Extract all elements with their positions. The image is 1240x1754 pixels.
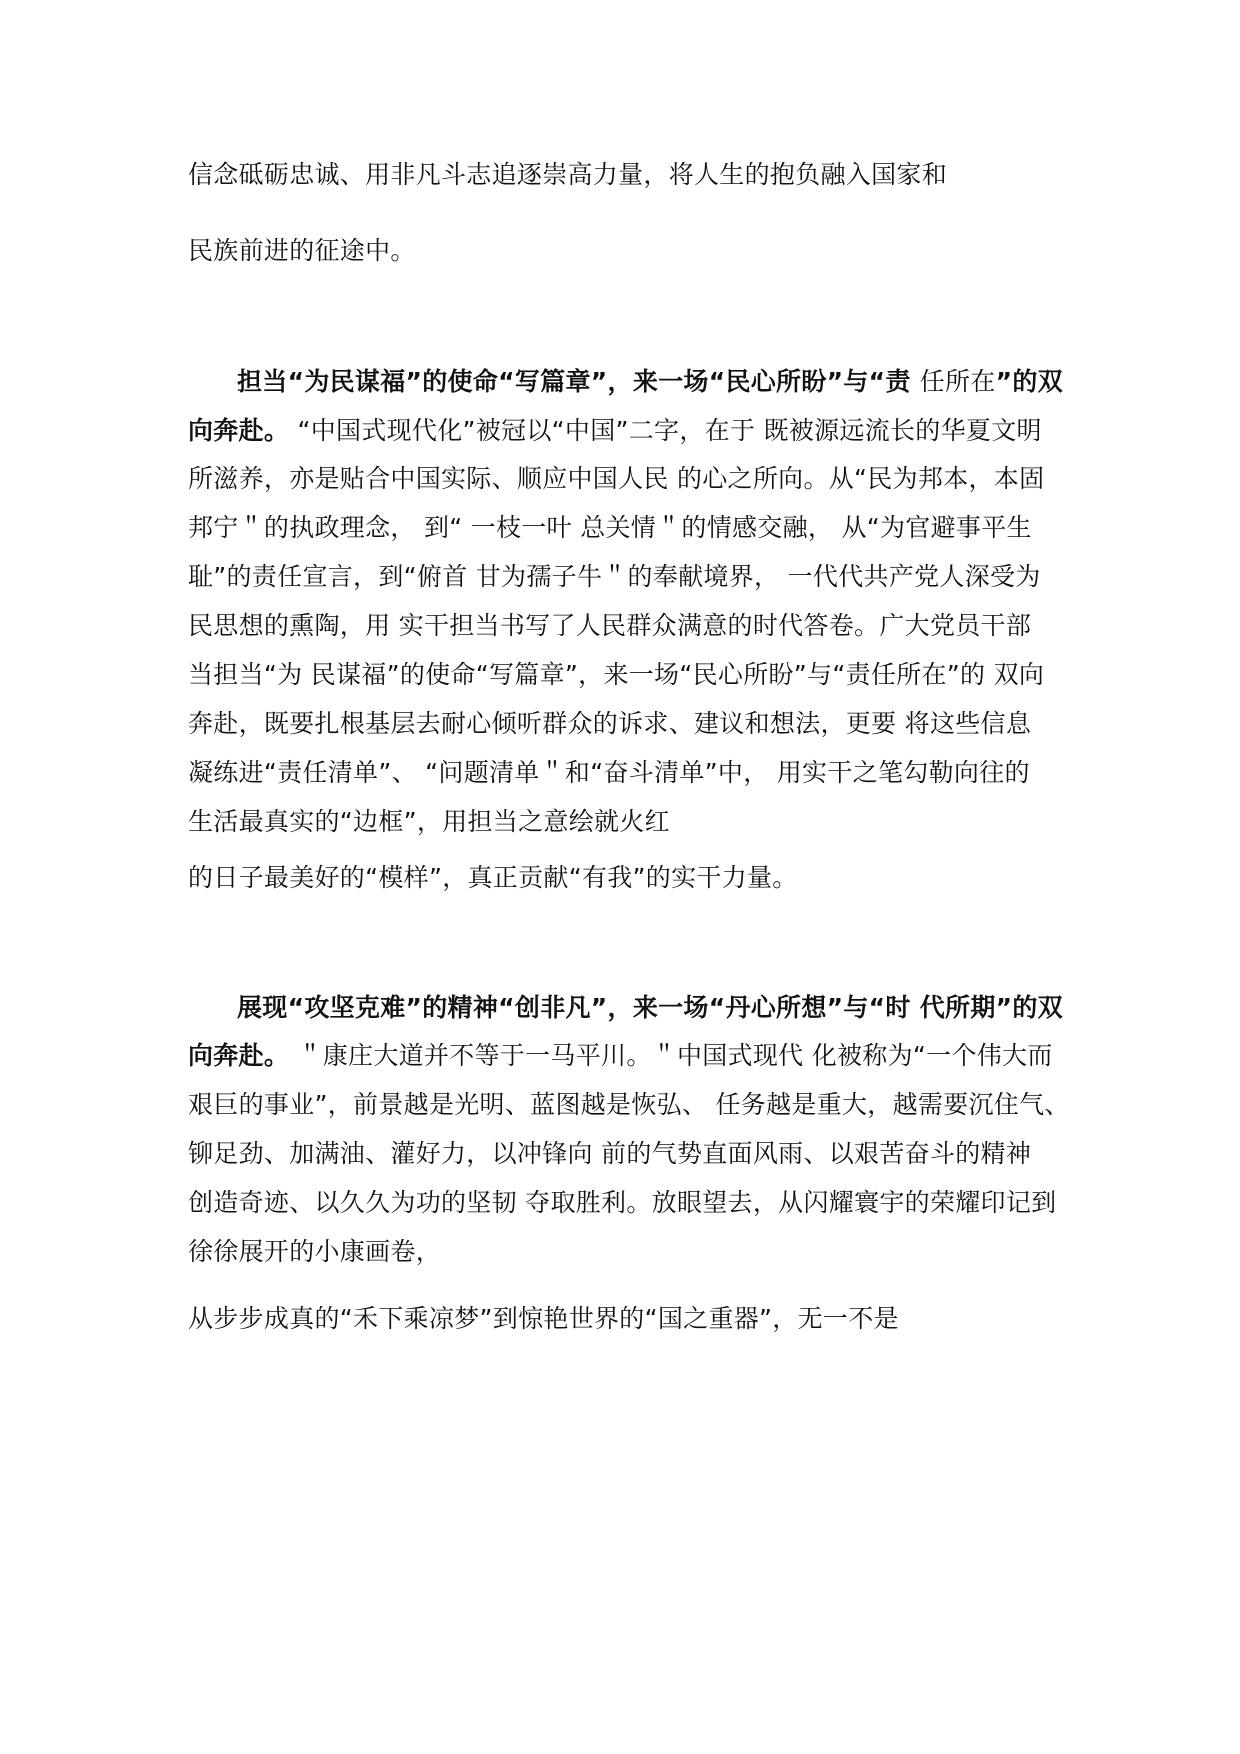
section1-heading-tail: 任所在 (919, 367, 996, 396)
section2-body-line-3: 艰巨的事业”，前景越是光明、蓝图越是恢弘、 任务越是重大，越需要沉住气、 (188, 1090, 1070, 1119)
section1-body-line-8: 奔赴，既要扎根基层去耐心倾听群众的诉求、建议和想法，更要 将这些信息 (188, 709, 1032, 738)
section2-body-line-7: 从步步成真的“禾下乘凉梦”到惊艳世界的“国之重器”，无一不是 (188, 1304, 899, 1333)
section2-body-line-6: 徐徐展开的小康画卷， (188, 1237, 442, 1266)
section1-heading-line-2: 向奔赴。 (188, 416, 290, 445)
opening-line-1: 信念砥砺忠诚、用非凡斗志追逐崇高力量，将人生的抱负融入国家和 (188, 160, 948, 189)
section1-body-line-6: 民思想的熏陶，用 实干担当书写了人民群众满意的时代答卷。广大党员干部 (188, 611, 1032, 640)
section2-body-line-5: 创造奇迹、以久久为功的坚韧 夺取胜利。放眼望去，从闪耀寰宇的荣耀印记到 (188, 1188, 1057, 1217)
section1-heading-line-1 (237, 365, 1117, 399)
section1-body-line-10: 生活最真实的“边框”，用担当之意绘就火红 (188, 807, 670, 836)
section2-heading-line-2: 向奔赴。 (188, 1041, 290, 1070)
section1-body-line-3: 所滋养，亦是贴合中国实际、顺应中国人民 的心之所向。从“民为邦本，本固 (188, 464, 1045, 493)
section1-body-line-5: 耻”的责任宣言，到“俯首 甘为孺子牛＂的奉献境界， 一代代共产党人深受为 (188, 562, 1041, 591)
section1-body-line-4: 邦宁＂的执政理念， 到“ 一枝一叶 总关情＂的情感交融， 从“为官避事平生 (188, 513, 1032, 542)
section1-body-line-11: 的日子最美好的“模样”，真正贡献“有我”的实干力量。 (188, 863, 798, 892)
section1-heading-end: ”的双 (995, 367, 1063, 396)
section1-line-2 (188, 414, 1068, 448)
section2-heading-line-1: 展现“攻坚克难”的精神“创非凡”，来一场“丹心所想”与“时 代所期”的双 (237, 993, 1063, 1022)
section2-body-line-2: ＂康庄大道并不等于一马平川。＂中国式现代 化被称为“一个伟大而 (289, 1041, 1053, 1070)
section1-body-line-7: 当担当“为 民谋福”的使命“写篇章”，来一场“民心所盼”与“责任所在”的 双向 (188, 660, 1045, 689)
section1-body-line-2: “中国式现代化”被冠以“中国”二字，在于 既被源远流长的华夏文明 (289, 416, 1042, 445)
section1-heading-text: 担当“为民谋福”的使命“写篇章”，来一场“民心所盼”与“责 (237, 367, 920, 396)
section2-line-2 (188, 1039, 1068, 1073)
section2-body-line-4: 铆足劲、加满油、灌好力，以冲锋向 前的气势直面风雨、以艰苦奋斗的精神 (188, 1139, 1032, 1168)
section1-body-line-9: 凝练进“责任清单”、 “问题清单＂和“奋斗清单”中， 用实干之笔勾勒向往的 (188, 758, 1030, 787)
opening-line-2: 民族前进的征途中。 (188, 236, 416, 265)
